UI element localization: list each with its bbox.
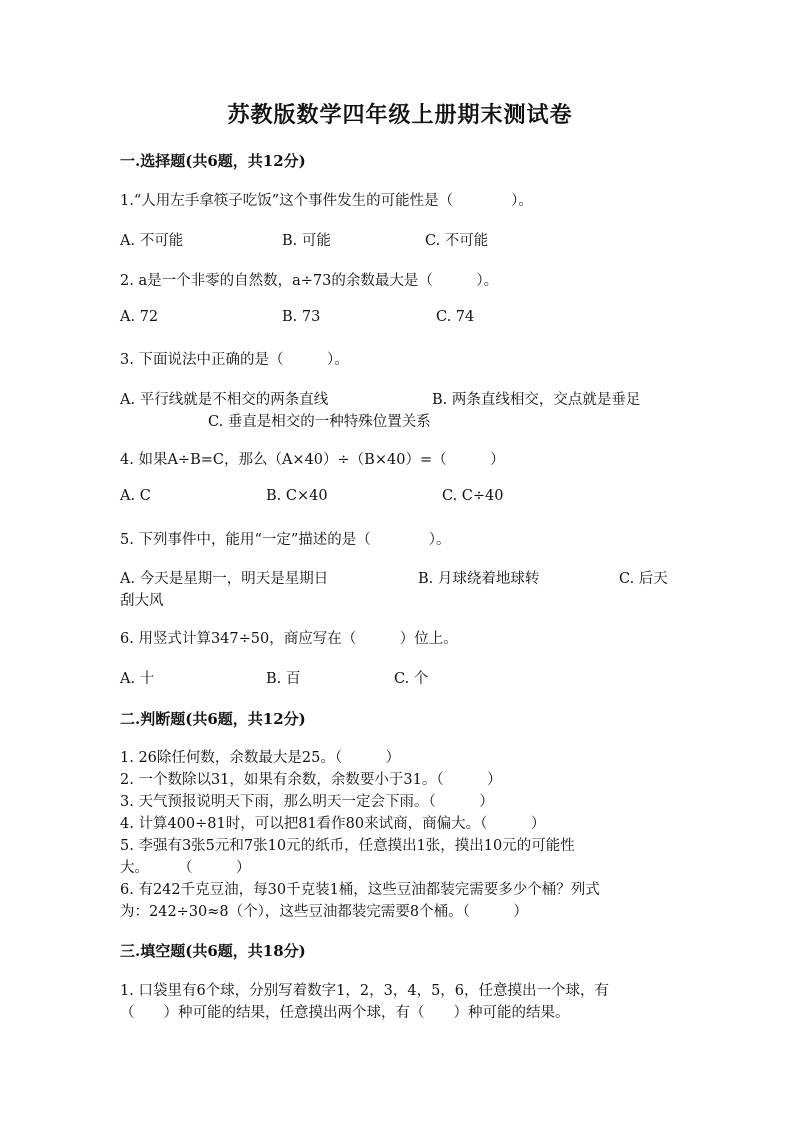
q6-option-c: C. 个 (394, 671, 429, 687)
q3-option-c: C. 垂直是相交的一种特殊位置关系 (208, 414, 431, 430)
question-1: 1.“人用左手拿筷子吃饭”这个事件发生的可能性是（ ）。 (120, 193, 533, 209)
judgement-line-1: 1. 26除任何数，余数最大是25。（ ） (120, 750, 401, 766)
question-6: 6. 用竖式计算347÷50，商应写在（ ）位上。 (120, 631, 458, 647)
q3-option-a: A. 平行线就是不相交的两条直线 (120, 392, 329, 408)
q1-option-a: A. 不可能 (120, 233, 184, 249)
q5-option-c: C. 后天 (619, 571, 668, 587)
question-4: 4. 如果A÷B=C，那么（A×40）÷（B×40）=（ ） (120, 452, 505, 468)
judgement-line-6-continued: 为：242÷30≈8（个），这些豆油都装完需要8个桶。（ ） (120, 904, 528, 920)
section-heading-judgement: 二.判断题(共6题，共12分) (120, 710, 306, 728)
judgement-line-5-continued: 大。 （ ） (120, 860, 251, 876)
q4-option-c: C. C÷40 (442, 488, 504, 504)
q3-option-b: B. 两条直线相交，交点就是垂足 (432, 392, 641, 408)
question-3: 3. 下面说法中正确的是（ ）。 (120, 352, 349, 368)
q4-option-a: A. C (120, 488, 151, 504)
q1-option-b: B. 可能 (282, 233, 331, 249)
section-heading-choice: 一.选择题(共6题，共12分) (120, 152, 306, 170)
page-title: 苏教版数学四年级上册期末测试卷 (227, 102, 573, 128)
judgement-line-6: 6. 有242千克豆油，每30千克装1桶，这些豆油都装完需要多少个桶？列式 (120, 882, 600, 898)
fill-blank-line-1: 1. 口袋里有6个球，分别写着数字1，2，3，4，5，6，任意摸出一个球，有 (120, 983, 610, 999)
question-5: 5. 下列事件中，能用“一定”描述的是（ ）。 (120, 532, 451, 548)
q4-option-b: B. C×40 (266, 488, 328, 504)
q6-option-a: A. 十 (120, 671, 155, 687)
judgement-line-2: 2. 一个数除以31，如果有余数，余数要小于31。（ ） (120, 772, 502, 788)
q2-option-b: B. 73 (282, 309, 321, 325)
q2-option-a: A. 72 (120, 309, 159, 325)
judgement-line-5: 5. 李强有3张5元和7张10元的纸币，任意摸出1张，摸出10元的可能性 (120, 838, 575, 854)
q1-option-c: C. 不可能 (425, 233, 489, 249)
judgement-line-4: 4. 计算400÷81时，可以把81看作80来试商，商偏大。（ ） (120, 816, 546, 832)
judgement-line-3: 3. 天气预报说明天下雨，那么明天一定会下雨。（ ） (120, 794, 494, 810)
section-heading-fill-blank: 三.填空题(共6题，共18分) (120, 942, 306, 960)
q5-option-b: B. 月球绕着地球转 (418, 571, 540, 587)
q5-option-a: A. 今天是星期一，明天是星期日 (120, 571, 329, 587)
q5-option-c-continued: 刮大风 (120, 593, 164, 609)
fill-blank-line-1-continued: （ ）种可能的结果，任意摸出两个球，有（ ）种可能的结果。 (120, 1005, 570, 1021)
q6-option-b: B. 百 (266, 671, 301, 687)
question-2: 2. a是一个非零的自然数，a÷73的余数最大是（ ）。 (120, 273, 499, 289)
q2-option-c: C. 74 (436, 309, 475, 325)
